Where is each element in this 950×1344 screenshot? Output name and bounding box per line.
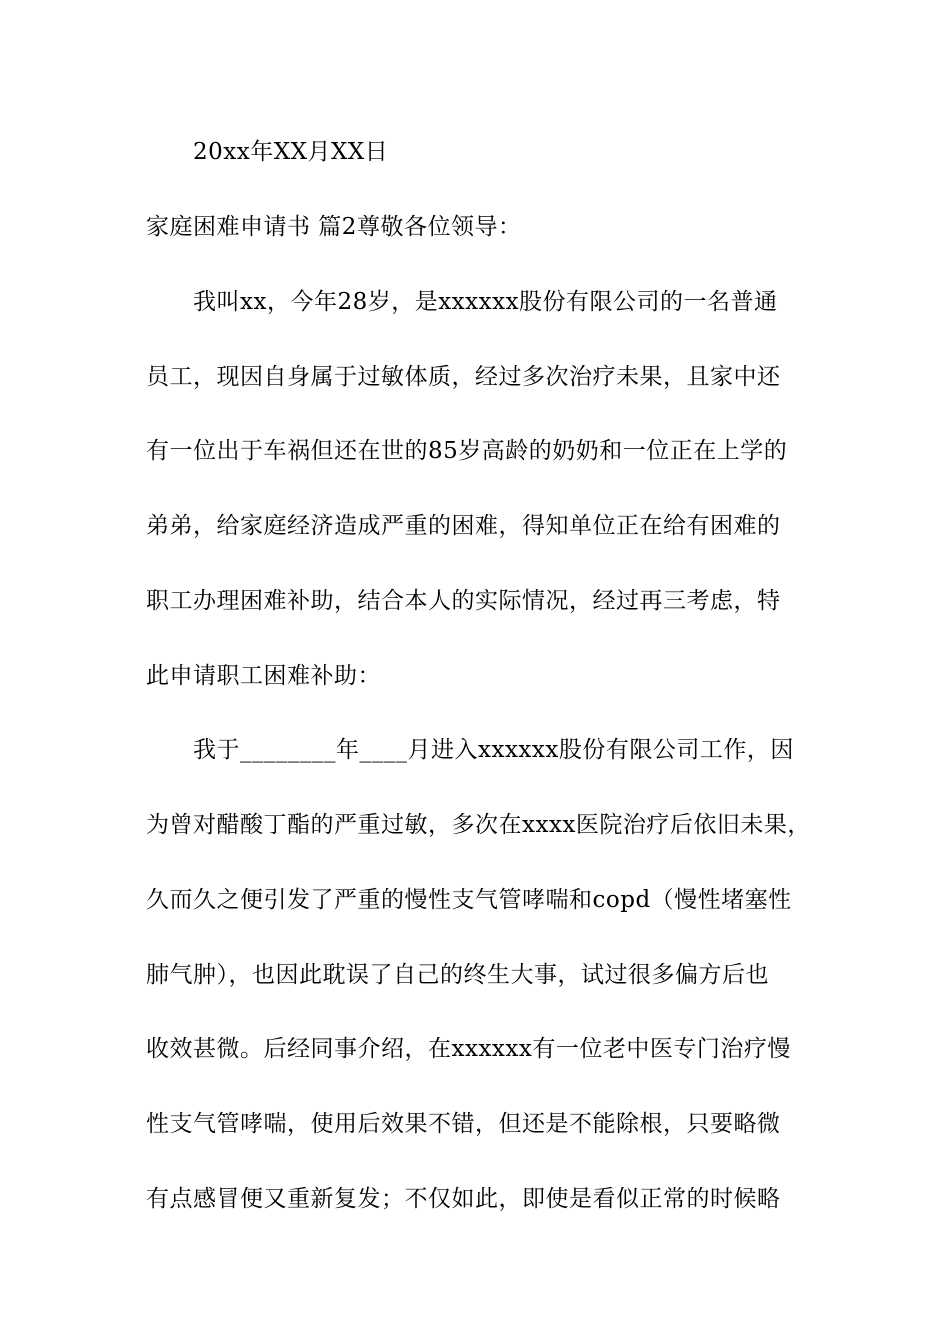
paragraph-line: 性支气管哮喘，使用后效果不错，但还是不能除根，只要略微 <box>146 1111 781 1137</box>
heading-line: 家庭困难申请书 篇2尊敬各位领导： <box>146 214 522 240</box>
paragraph-line: 有一位出于车祸但还在世的85岁高龄的奶奶和一位正在上学的 <box>146 438 788 464</box>
paragraph-line: 肺气肿），也因此耽误了自己的终生大事，试过很多偏方后也 <box>146 962 769 988</box>
paragraph-line: 我于________年____月进入xxxxxx股份有限公司工作，因 <box>193 737 794 763</box>
paragraph-line: 有点感冒便又重新复发；不仅如此，即使是看似正常的时候略 <box>146 1186 781 1212</box>
paragraph-line: 为曾对醋酸丁酯的严重过敏，多次在xxxx医院治疗后依旧未果， <box>146 812 811 838</box>
paragraph-line: 职工办理困难补助，结合本人的实际情况，经过再三考虑，特 <box>146 588 781 614</box>
paragraph-line: 收效甚微。后经同事介绍，在xxxxxx有一位老中医专门治疗慢 <box>146 1036 791 1062</box>
paragraph-line: 员工，现因自身属于过敏体质，经过多次治疗未果，且家中还 <box>146 364 781 390</box>
paragraph-line: 此申请职工困难补助： <box>146 663 381 689</box>
paragraph-line: 我叫xx，今年28岁，是xxxxxx股份有限公司的一名普通 <box>193 289 778 315</box>
paragraph-line: 久而久之便引发了严重的慢性支气管哮喘和copd（慢性堵塞性 <box>146 887 792 913</box>
paragraph-line: 弟弟，给家庭经济造成严重的困难，得知单位正在给有困难的 <box>146 513 781 539</box>
date-line: 20xx年XX月XX日 <box>193 139 389 165</box>
